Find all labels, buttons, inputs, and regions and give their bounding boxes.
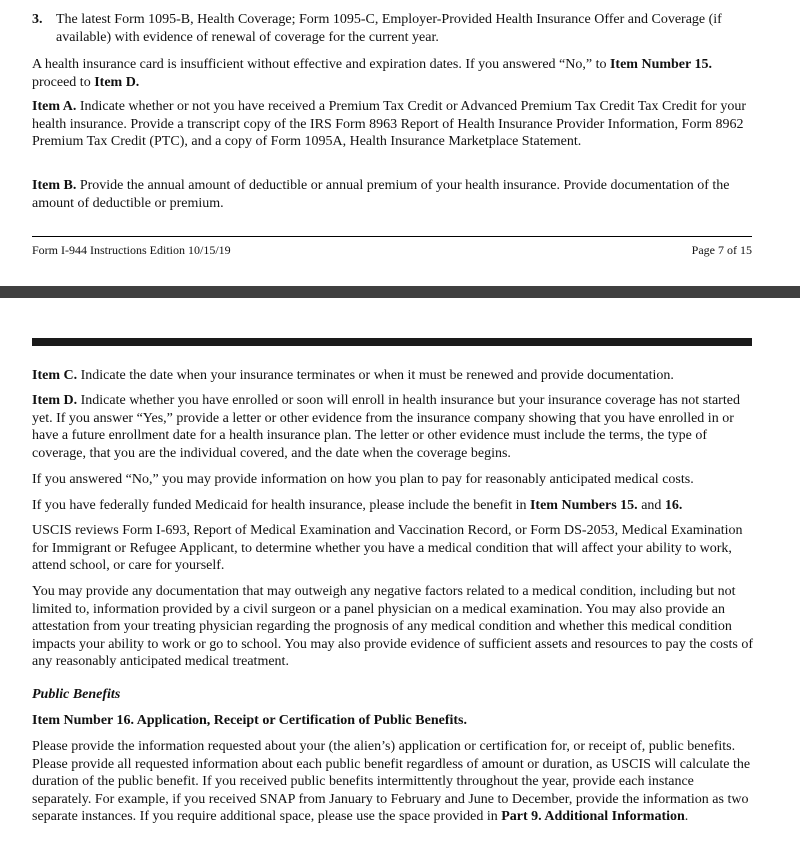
answer-no-paragraph: If you answered “No,” you may provide information on how you plan to pay for reasonably anticipated medical costs. xyxy=(32,472,694,487)
footer-divider xyxy=(32,236,752,237)
item-a-paragraph xyxy=(32,98,754,151)
paragraph-text: . xyxy=(684,809,689,825)
insurance-card-paragraph xyxy=(32,56,754,91)
item-b-paragraph xyxy=(32,177,754,212)
list-item-text: The latest Form 1095-B, Health Coverage; Form 1095-C, Employer-Provided Health Insurance Offer and Coverage (if available) with evidence of renewal of coverage for the current year. xyxy=(56,12,722,45)
footer-page-number: Page 7 of 15 xyxy=(691,243,752,257)
part-reference[interactable]: Part 9. Additional Information xyxy=(501,809,685,825)
paragraph-text: Indicate the date when your insurance terminates or when it must be renewed and provide documentation. xyxy=(77,368,674,383)
uscis-review-paragraph: USCIS reviews Form I-693, Report of Medical Examination and Vaccination Record, or Form DS-2053, Medical Examination for Immigrant or Refugee Applicant, to determine whether you have a medical condition that will affect your ability to work, attend school, or care for yourself. xyxy=(32,523,743,574)
document-page-7 xyxy=(0,0,800,286)
header-rule xyxy=(32,338,752,346)
paragraph-text: A health insurance card is insufficient without effective and expiration dates. If you answered “No,” to xyxy=(32,57,610,72)
item-label: Item C. xyxy=(32,368,78,383)
medicaid-paragraph xyxy=(32,497,754,515)
item-d-paragraph xyxy=(32,392,754,462)
paragraph-text: Please provide the information requested about your (the alien’s) application or certification for, or receipt of, public benefits. Please provide all requested information about each public benefit regardless of amount or duration, as USCIS will calculate the duration of the public benefit. If you received public benefits intermittently throughout the year, provide each instance separately. For example, if you received SNAP from January to February and June to December, provide the information as two separate instances. If you require additional space, please use the space provided in xyxy=(32,739,751,825)
item-reference[interactable]: 16. xyxy=(664,498,683,513)
public-benefits-paragraph xyxy=(32,738,754,826)
document-page-8 xyxy=(0,298,800,846)
list-item-number: 3. xyxy=(32,12,43,27)
page-separator xyxy=(0,286,800,298)
item-reference[interactable]: Item Number 15. xyxy=(609,57,712,72)
paragraph-text: proceed to xyxy=(32,74,95,90)
item-label: Item B. xyxy=(32,178,77,193)
footer-form-edition: Form I-944 Instructions Edition 10/15/19 xyxy=(32,243,231,257)
item-c-paragraph xyxy=(32,367,754,385)
paragraph-text: Provide the annual amount of deductible or annual premium of your health insurance. Provide documentation of the amount of deductible or premium. xyxy=(32,178,730,211)
paragraph-text: and xyxy=(637,498,665,513)
item-16-heading: Item Number 16. Application, Receipt or Certification of Public Benefits. xyxy=(32,713,467,728)
list-item-3 xyxy=(32,11,754,46)
paragraph-text: Indicate whether or not you have received a Premium Tax Credit or Advanced Premium Tax Credit Tax Credit for your health insurance. Provide a transcript copy of the IRS Form 8963 Report of Health Insurance Provider Information, Form 8962 Premium Tax Credit (PTC), and a copy of Form 1095A, Health Insurance Marketplace Statement. xyxy=(32,99,746,150)
item-reference[interactable]: Item Numbers 15. xyxy=(529,498,638,513)
item-label: Item A. xyxy=(32,99,77,114)
paragraph-text: Indicate whether you have enrolled or soon will enroll in health insurance but your insurance coverage has not started yet. If you answer “Yes,” provide a letter or other evidence from the insurance company showing that you have enrolled in or have a future enrollment date for a health insurance plan. The letter or other evidence must include the terms, the type of coverage, that you are the individual covered, and the date when the coverage begins. xyxy=(32,393,740,461)
section-heading-public-benefits: Public Benefits xyxy=(32,687,121,702)
paragraph-text: If you have federally funded Medicaid for health insurance, please include the benefit in xyxy=(32,498,530,513)
item-reference[interactable]: Item D. xyxy=(94,74,140,90)
documentation-paragraph: You may provide any documentation that may outweigh any negative factors related to a medical condition, including but not limited to, information provided by a civil surgeon or a panel physician on a medical examination. You may also provide an attestation from your treating physician regarding the prognosis of any medical condition and whether this medical condition impacts your ability to work or go to school. You may also provide evidence of sufficient assets and resources to pay the costs of any reasonably anticipated medical treatment. xyxy=(32,584,753,670)
item-label: Item D. xyxy=(32,393,78,408)
